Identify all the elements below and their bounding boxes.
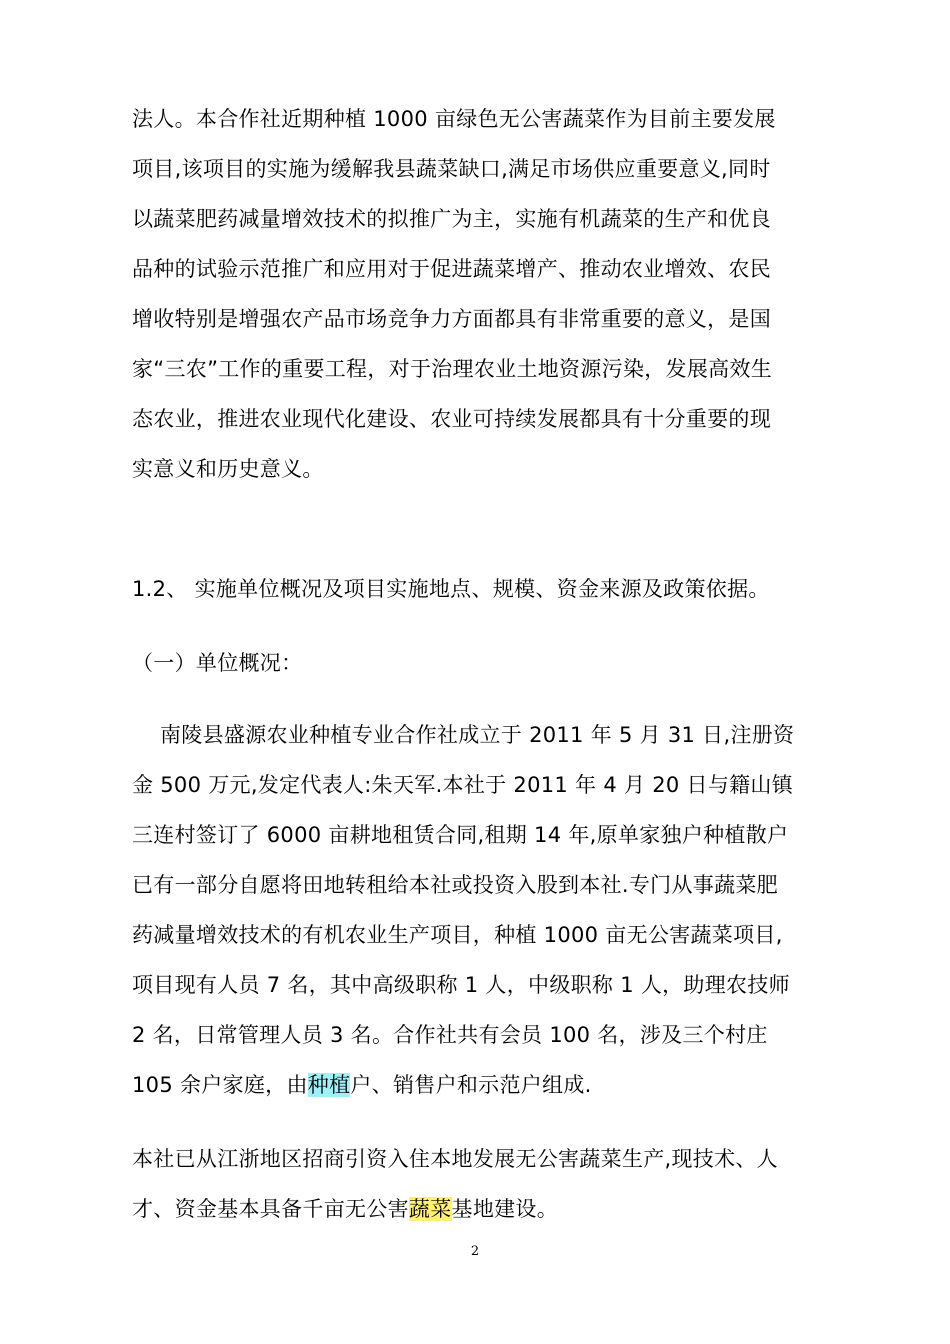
- para1-line: 家“三农”工作的重要工程，对于治理农业土地资源污染，发展高效生: [132, 357, 773, 381]
- section-heading: 1.2、 实施单位概况及项目实施地点、规模、资金来源及政策依据。: [132, 577, 770, 601]
- para1-line: 项目,该项目的实施为缓解我县蔬菜缺口,满足市场供应重要意义,同时: [132, 157, 771, 181]
- para1-line: 法人。本合作社近期种植 1000 亩绿色无公害蔬菜作为目前主要发展: [132, 107, 776, 131]
- para2-line: 2 名，日常管理人员 3 名。合作社共有会员 100 名，涉及三个村庄: [132, 1023, 768, 1047]
- para2-last-line: [132, 1070, 592, 1100]
- para2-line: 三连村签订了 6000 亩耕地租赁合同,租期 14 年,原单家独户种植散户: [132, 823, 789, 847]
- para3-text-before: 才、资金基本具备千亩无公害: [132, 1197, 409, 1221]
- para2-text-before: 105 余户家庭，由: [132, 1073, 308, 1097]
- para2-line: 金 500 万元,发定代表人:朱天军.本社于 2011 年 4 月 20 日与籍山镇: [132, 773, 794, 797]
- highlighted-text-zhongzhi: 种植: [307, 1073, 351, 1097]
- para2-line: 南陵县盛源农业种植专业合作社成立于 2011 年 5 月 31 日,注册资: [160, 723, 795, 747]
- para2-line: 已有一部分自愿将田地转租给本社或投资入股到本社.专门从事蔬菜肥: [132, 873, 778, 897]
- para3-last-line: [132, 1194, 558, 1224]
- page-number: 2: [470, 1244, 480, 1259]
- para1-line: 态农业，推进农业现代化建设、农业可持续发展都具有十分重要的现: [132, 407, 771, 431]
- para2-line: 药减量增效技术的有机农业生产项目，种植 1000 亩无公害蔬菜项目,: [132, 923, 783, 947]
- para3-line: 本社已从江浙地区招商引资入住本地发展无公害蔬菜生产,现技术、人: [132, 1147, 778, 1171]
- para1-line: 以蔬菜肥药减量增效技术的拟推广为主，实施有机蔬菜的生产和优良: [132, 207, 771, 231]
- highlighted-text-shucai: 蔬菜: [408, 1197, 452, 1221]
- para1-line: 品种的试验示范推广和应用对于促进蔬菜增产、推动农业增效、农民: [132, 257, 771, 281]
- para1-line: 增收特别是增强农产品市场竞争力方面都具有非常重要的意义，是国: [132, 307, 771, 331]
- para2-line: 项目现有人员 7 名，其中高级职称 1 人，中级职称 1 人，助理农技师: [132, 973, 790, 997]
- subheading: （一）单位概况：: [132, 651, 303, 675]
- para2-text-after: 户、销售户和示范户组成.: [350, 1073, 592, 1097]
- para1-line: 实意义和历史意义。: [132, 457, 324, 481]
- para3-text-after: 基地建设。: [451, 1197, 559, 1221]
